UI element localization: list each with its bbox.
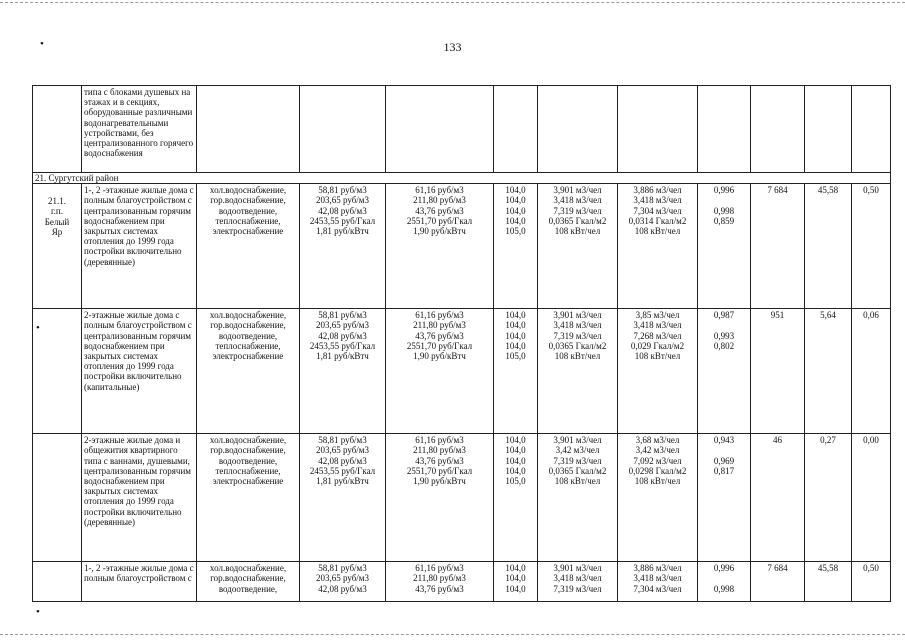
cell-line: 104,0 bbox=[505, 340, 526, 351]
tariff-new-list bbox=[386, 309, 494, 434]
cell-line: водоотведение, bbox=[218, 583, 278, 594]
population-cell: 7 684 bbox=[751, 562, 805, 602]
cell-line: теплоснабжение, bbox=[215, 465, 281, 476]
cell-line bbox=[700, 226, 748, 236]
cell-line: 7,092 м3/чел bbox=[633, 455, 682, 466]
tariff-table bbox=[32, 85, 891, 602]
share-cell: 45,58 bbox=[805, 562, 852, 602]
cell-line: 105,0 bbox=[505, 476, 526, 487]
value-cell: 0,50 bbox=[852, 562, 891, 602]
cell-line: теплоснабжение, bbox=[215, 340, 281, 351]
cell-line: 3,418 м3/чел bbox=[633, 573, 682, 584]
cell-line: 43,76 руб/м3 bbox=[415, 583, 464, 594]
cell-line: 2551,70 руб/Гкал bbox=[406, 215, 473, 226]
service-list bbox=[197, 184, 300, 309]
tariff-new-list bbox=[386, 562, 494, 602]
cell-line: 0,0365 Гкал/м2 bbox=[548, 215, 607, 226]
cell-line: 61,16 руб/м3 bbox=[415, 435, 464, 446]
tariff-old-list bbox=[300, 434, 386, 562]
cell-line: 61,16 руб/м3 bbox=[415, 185, 464, 196]
norm-old-list bbox=[538, 562, 618, 602]
cell-line: 3,418 м3/чел bbox=[553, 320, 602, 331]
cell-line: 7,304 м3/чел bbox=[633, 205, 682, 216]
cell-line: 7,319 м3/чел bbox=[553, 205, 602, 216]
cell-line: 211,80 руб/м3 bbox=[413, 320, 466, 331]
cell-line: 43,76 руб/м3 bbox=[415, 205, 464, 216]
cell-line: электроснабжение bbox=[212, 226, 284, 237]
cell-line: 0,998 bbox=[713, 205, 735, 216]
cell-line bbox=[700, 445, 748, 455]
population-cell: 951 bbox=[751, 309, 805, 434]
table-row bbox=[33, 434, 891, 562]
cell-line: электроснабжение bbox=[212, 351, 284, 362]
settlement-line: Белый bbox=[44, 216, 70, 227]
norm-new-list bbox=[618, 562, 698, 602]
cell-line bbox=[700, 351, 748, 361]
cell-line: 108 кВт/чел bbox=[634, 476, 681, 487]
settlement-line: 21.1. bbox=[48, 196, 66, 207]
cell-line: 104,0 bbox=[505, 310, 526, 321]
cell-line: хол.водоснабжение, bbox=[209, 563, 287, 574]
settlement-cell bbox=[33, 184, 82, 309]
value-cell: 0,06 bbox=[852, 309, 891, 434]
region-header: 21. Сургутский район bbox=[33, 173, 891, 184]
cell-line: электроснабжение bbox=[212, 476, 284, 487]
cell-line: 104,0 bbox=[505, 185, 526, 196]
empty-cell bbox=[33, 434, 82, 562]
share-cell: 5,64 bbox=[805, 309, 852, 434]
tariff-old-list bbox=[300, 309, 386, 434]
empty-cell bbox=[33, 562, 82, 602]
cell-line: 211,80 руб/м3 bbox=[413, 445, 466, 456]
cell-line: 0,802 bbox=[713, 340, 735, 351]
cell-line: 104,0 bbox=[505, 465, 526, 476]
cell-line: 2551,70 руб/Гкал bbox=[406, 465, 473, 476]
cell-line: 2551,70 руб/Гкал bbox=[406, 340, 473, 351]
cell-line: 3,901 м3/чел bbox=[553, 185, 602, 196]
cell-line: 61,16 руб/м3 bbox=[415, 310, 464, 321]
housing-description: 1-, 2 -этажные жилые дома с полным благоустройством с bbox=[82, 562, 197, 602]
cell-line: 104,0 bbox=[505, 455, 526, 466]
cell-line: 7,319 м3/чел bbox=[553, 583, 602, 594]
cell-line bbox=[700, 573, 748, 583]
cell-line: 108 кВт/чел bbox=[554, 226, 601, 237]
cell-line: 203,65 руб/м3 bbox=[315, 320, 370, 331]
cell-line: 42,08 руб/м3 bbox=[318, 205, 367, 216]
share-cell: 45,58 bbox=[805, 184, 852, 309]
cell-line: 58,81 руб/м3 bbox=[318, 310, 367, 321]
table-row bbox=[33, 184, 891, 309]
cell-line: 3,886 м3/чел bbox=[633, 185, 682, 196]
cell-line: 3,42 м3/чел bbox=[555, 445, 600, 456]
cell-line: теплоснабжение, bbox=[215, 215, 281, 226]
cell-line: 0,859 bbox=[713, 215, 735, 226]
cell-line: 3,901 м3/чел bbox=[553, 310, 602, 321]
cell-line: 3,418 м3/чел bbox=[553, 573, 602, 584]
cell-line: 3,418 м3/чел bbox=[633, 320, 682, 331]
cell-line: гор.водоснабжение, bbox=[210, 320, 286, 331]
cell-line bbox=[700, 320, 748, 330]
cell-line: водоотведение, bbox=[218, 205, 278, 216]
housing-description: типа с блоками душевых на этажах и в секциях, оборудованные различными водонагревательными устройствами, без централизованного горячего водоснабжения bbox=[82, 86, 197, 173]
cell-line: 104,0 bbox=[505, 205, 526, 216]
cell-line: гор.водоснабжение, bbox=[210, 573, 286, 584]
cell-line: хол.водоснабжение, bbox=[209, 310, 287, 321]
cell-line: 104,0 bbox=[505, 330, 526, 341]
index-list bbox=[494, 434, 538, 562]
cell-line: 108 кВт/чел bbox=[554, 476, 601, 487]
tariff-new-list bbox=[386, 184, 494, 309]
index-list bbox=[494, 562, 538, 602]
cell-line bbox=[700, 476, 748, 486]
cell-line: 43,76 руб/м3 bbox=[415, 455, 464, 466]
cell-line: 0,987 bbox=[713, 310, 735, 321]
margin-dot: • bbox=[36, 322, 40, 334]
cell-line: 104,0 bbox=[505, 563, 526, 574]
housing-description: 2-этажные жилые дома с полным благоустройством с централизованным горячим водоснабжением при закрытых системах отопления до 1999 года постройки включительно (капитальные) bbox=[82, 309, 197, 434]
settlement-line: Яр bbox=[51, 226, 63, 237]
cell-line: 58,81 руб/м3 bbox=[318, 435, 367, 446]
empty-cell bbox=[805, 86, 852, 173]
cell-line: 42,08 руб/м3 bbox=[318, 330, 367, 341]
page-number: 133 bbox=[443, 40, 462, 54]
service-list bbox=[197, 562, 300, 602]
cell-line: 104,0 bbox=[505, 573, 526, 584]
cell-line: 104,0 bbox=[505, 445, 526, 456]
cell-line: водоотведение, bbox=[218, 455, 278, 466]
empty-cell bbox=[300, 86, 386, 173]
value-cell: 0,00 bbox=[852, 434, 891, 562]
service-list bbox=[197, 434, 300, 562]
cell-line: 2453,55 руб/Гкал bbox=[309, 215, 376, 226]
empty-cell bbox=[33, 86, 82, 173]
tariff-old-list bbox=[300, 184, 386, 309]
cell-line: 0,0314 Гкал/м2 bbox=[628, 215, 687, 226]
cell-line: 1,81 руб/кВтч bbox=[316, 476, 369, 487]
coefficient-list bbox=[698, 434, 751, 562]
cell-line: 0,817 bbox=[713, 465, 735, 476]
cell-line: 0,998 bbox=[713, 583, 735, 594]
cell-line: 1,90 руб/кВтч bbox=[413, 351, 466, 362]
cell-line: 104,0 bbox=[505, 435, 526, 446]
cell-line: 61,16 руб/м3 bbox=[415, 563, 464, 574]
empty-cell bbox=[494, 86, 538, 173]
norm-old-list bbox=[538, 434, 618, 562]
cell-line: 0,0365 Гкал/м2 bbox=[548, 340, 607, 351]
cell-line: 104,0 bbox=[505, 320, 526, 331]
cell-line: 1,81 руб/кВтч bbox=[316, 351, 369, 362]
cell-line: хол.водоснабжение, bbox=[209, 435, 287, 446]
coefficient-list bbox=[698, 184, 751, 309]
cell-line: 104,0 bbox=[505, 195, 526, 206]
cell-line: 7,304 м3/чел bbox=[633, 583, 682, 594]
norm-new-list bbox=[618, 184, 698, 309]
empty-cell bbox=[618, 86, 698, 173]
cell-line: 7,319 м3/чел bbox=[553, 455, 602, 466]
top-scan-edge bbox=[0, 2, 905, 3]
cell-line: 7,268 м3/чел bbox=[633, 330, 682, 341]
empty-cell bbox=[852, 86, 891, 173]
cell-line: 0,0365 Гкал/м2 bbox=[548, 465, 607, 476]
cell-line: 108 кВт/чел bbox=[554, 351, 601, 362]
cell-line: 2453,55 руб/Гкал bbox=[309, 465, 376, 476]
bottom-scan-edge bbox=[0, 634, 905, 635]
cell-line: 3,68 м3/чел bbox=[635, 435, 680, 446]
table-row bbox=[33, 309, 891, 434]
cell-line: 3,418 м3/чел bbox=[633, 195, 682, 206]
norm-new-list bbox=[618, 434, 698, 562]
empty-cell bbox=[751, 86, 805, 173]
cell-line: 3,418 м3/чел bbox=[553, 195, 602, 206]
cell-line: 0,969 bbox=[713, 455, 735, 466]
empty-cell bbox=[197, 86, 300, 173]
empty-cell bbox=[33, 309, 82, 434]
norm-old-list bbox=[538, 309, 618, 434]
cell-line: 3,901 м3/чел bbox=[553, 563, 602, 574]
cell-line: 3,901 м3/чел bbox=[553, 435, 602, 446]
cell-line: 3,42 м3/чел bbox=[635, 445, 680, 456]
margin-dot: • bbox=[40, 38, 44, 50]
tariff-old-list bbox=[300, 562, 386, 602]
cell-line: 203,65 руб/м3 bbox=[315, 195, 370, 206]
norm-old-list bbox=[538, 184, 618, 309]
cell-line: 203,65 руб/м3 bbox=[315, 445, 370, 456]
cell-line: 3,85 м3/чел bbox=[635, 310, 680, 321]
cell-line: 0,0298 Гкал/м2 bbox=[628, 465, 687, 476]
cell-line: хол.водоснабжение, bbox=[209, 185, 287, 196]
cell-line: 105,0 bbox=[505, 226, 526, 237]
cell-line bbox=[700, 195, 748, 205]
cell-line: 0,029 Гкал/м2 bbox=[630, 340, 685, 351]
population-cell: 46 bbox=[751, 434, 805, 562]
index-list bbox=[494, 309, 538, 434]
population-cell: 7 684 bbox=[751, 184, 805, 309]
cell-line: 108 кВт/чел bbox=[634, 351, 681, 362]
cell-line: 42,08 руб/м3 bbox=[318, 455, 367, 466]
empty-cell bbox=[698, 86, 751, 173]
cell-line: 108 кВт/чел bbox=[634, 226, 681, 237]
cell-line: 211,80 руб/м3 bbox=[413, 195, 466, 206]
cell-line: 1,90 руб/кВтч bbox=[413, 476, 466, 487]
cell-line: 7,319 м3/чел bbox=[553, 330, 602, 341]
service-list bbox=[197, 309, 300, 434]
cell-line: 104,0 bbox=[505, 583, 526, 594]
continuation-row bbox=[33, 86, 891, 173]
norm-new-list bbox=[618, 309, 698, 434]
empty-cell bbox=[386, 86, 494, 173]
cell-line: 58,81 руб/м3 bbox=[318, 563, 367, 574]
cell-line: 1,90 руб/кВтч bbox=[413, 226, 466, 237]
cell-line: 0,943 bbox=[713, 435, 735, 446]
cell-line: 2453,55 руб/Гкал bbox=[309, 340, 376, 351]
cell-line: 43,76 руб/м3 bbox=[415, 330, 464, 341]
cell-line: 42,08 руб/м3 bbox=[318, 583, 367, 594]
cell-line: 3,886 м3/чел bbox=[633, 563, 682, 574]
coefficient-list bbox=[698, 309, 751, 434]
value-cell: 0,50 bbox=[852, 184, 891, 309]
cell-line: водоотведение, bbox=[218, 330, 278, 341]
settlement-line: г.п. bbox=[51, 206, 63, 217]
index-list bbox=[494, 184, 538, 309]
housing-description: 2-этажные жилые дома и общежития квартирного типа с ваннами, душевыми, централизованным горячим водоснабжением при закрытых системах отопления до 1999 года постройки включительно (деревянные) bbox=[82, 434, 197, 562]
cell-line: 104,0 bbox=[505, 215, 526, 226]
cell-line: 211,80 руб/м3 bbox=[413, 573, 466, 584]
tariff-new-list bbox=[386, 434, 494, 562]
coefficient-list bbox=[698, 562, 751, 602]
margin-dot: • bbox=[36, 606, 40, 618]
cell-line: 105,0 bbox=[505, 351, 526, 362]
cell-line: 0,996 bbox=[713, 563, 735, 574]
cell-line: 0,996 bbox=[713, 185, 735, 196]
cell-line: гор.водоснабжение, bbox=[210, 195, 286, 206]
cell-line: 58,81 руб/м3 bbox=[318, 185, 367, 196]
empty-cell bbox=[538, 86, 618, 173]
cell-line: 1,81 руб/кВтч bbox=[316, 226, 369, 237]
housing-description: 1-, 2 -этажные жилые дома с полным благоустройством с централизованным горячим водоснабжением при закрытых системах отопления до 1999 года постройки включительно (деревянные) bbox=[82, 184, 197, 309]
cell-line: гор.водоснабжение, bbox=[210, 445, 286, 456]
share-cell: 0,27 bbox=[805, 434, 852, 562]
cell-line: 203,65 руб/м3 bbox=[315, 573, 370, 584]
region-header-row bbox=[33, 173, 891, 184]
table-row bbox=[33, 562, 891, 602]
cell-line: 0,993 bbox=[713, 330, 735, 341]
